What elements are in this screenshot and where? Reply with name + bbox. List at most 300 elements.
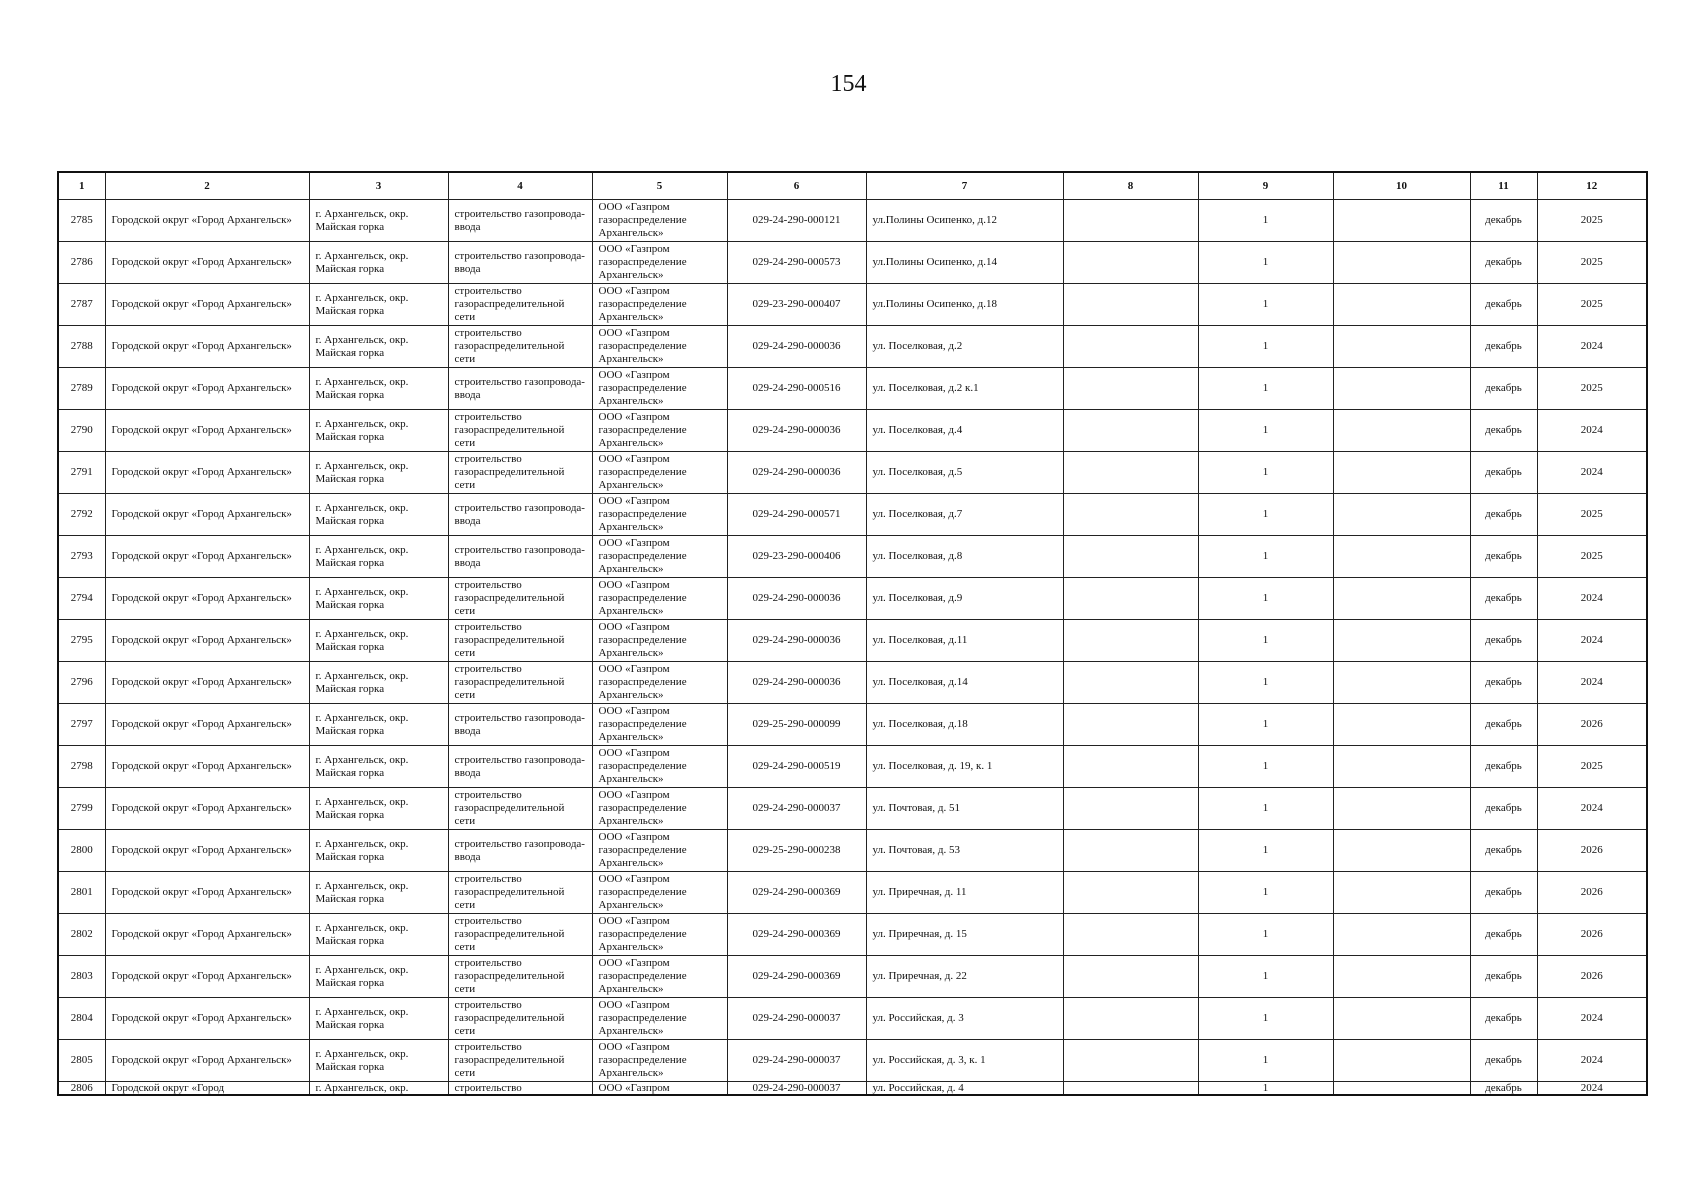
work-type-cell: строительство bbox=[448, 1082, 592, 1096]
month-cell: декабрь bbox=[1470, 662, 1537, 704]
organization-cell: ООО «Газпром газораспределение Архангельск» bbox=[592, 578, 727, 620]
address-cell: ул. Российская, д. 4 bbox=[866, 1082, 1063, 1096]
locality-cell: г. Архангельск, окр. Майская горка bbox=[309, 1040, 448, 1082]
district-cell: Городской округ «Город Архангельск» bbox=[105, 494, 309, 536]
organization-cell: ООО «Газпром газораспределение Архангельск» bbox=[592, 326, 727, 368]
table-row bbox=[58, 242, 1647, 284]
organization-cell: ООО «Газпром газораспределение Архангельск» bbox=[592, 914, 727, 956]
organization-cell: ООО «Газпром газораспределение Архангельск» bbox=[592, 368, 727, 410]
address-cell: ул. Российская, д. 3, к. 1 bbox=[866, 1040, 1063, 1082]
address-cell: ул.Полины Осипенко, д.18 bbox=[866, 284, 1063, 326]
col10-cell bbox=[1333, 200, 1470, 242]
month-cell: декабрь bbox=[1470, 410, 1537, 452]
work-type-cell: строительство газораспределительной сети bbox=[448, 620, 592, 662]
col10-cell bbox=[1333, 914, 1470, 956]
col10-cell bbox=[1333, 872, 1470, 914]
column-header: 6 bbox=[727, 172, 866, 200]
work-type-cell: строительство газораспределительной сети bbox=[448, 326, 592, 368]
month-cell: декабрь bbox=[1470, 998, 1537, 1040]
col9-cell: 1 bbox=[1198, 578, 1333, 620]
organization-cell: ООО «Газпром газораспределение Архангельск» bbox=[592, 452, 727, 494]
col9-cell: 1 bbox=[1198, 956, 1333, 998]
col9-cell: 1 bbox=[1198, 368, 1333, 410]
district-cell: Городской округ «Город Архангельск» bbox=[105, 704, 309, 746]
locality-cell: г. Архангельск, окр. Майская горка bbox=[309, 914, 448, 956]
organization-cell: ООО «Газпром газораспределение Архангельск» bbox=[592, 284, 727, 326]
table-row bbox=[58, 578, 1647, 620]
district-cell: Городской округ «Город Архангельск» bbox=[105, 200, 309, 242]
month-cell: декабрь bbox=[1470, 956, 1537, 998]
col8-cell bbox=[1063, 620, 1198, 662]
col9-cell: 1 bbox=[1198, 1082, 1333, 1096]
code-cell: 029-24-290-000519 bbox=[727, 746, 866, 788]
locality-cell: г. Архангельск, окр. Майская горка bbox=[309, 620, 448, 662]
col9-cell: 1 bbox=[1198, 746, 1333, 788]
col9-cell: 1 bbox=[1198, 536, 1333, 578]
table-row bbox=[58, 998, 1647, 1040]
organization-cell: ООО «Газпром газораспределение Архангельск» bbox=[592, 788, 727, 830]
row-number: 2785 bbox=[58, 200, 105, 242]
year-cell: 2025 bbox=[1537, 494, 1647, 536]
organization-cell: ООО «Газпром газораспределение Архангельск» bbox=[592, 704, 727, 746]
gas-plan-table bbox=[57, 171, 1648, 1096]
col9-cell: 1 bbox=[1198, 704, 1333, 746]
address-cell: ул. Поселковая, д.8 bbox=[866, 536, 1063, 578]
code-cell: 029-24-290-000573 bbox=[727, 242, 866, 284]
organization-cell: ООО «Газпром газораспределение Архангельск» bbox=[592, 494, 727, 536]
work-type-cell: строительство газопровода-ввода bbox=[448, 494, 592, 536]
column-header: 9 bbox=[1198, 172, 1333, 200]
row-number: 2805 bbox=[58, 1040, 105, 1082]
month-cell: декабрь bbox=[1470, 326, 1537, 368]
column-header: 1 bbox=[58, 172, 105, 200]
col9-cell: 1 bbox=[1198, 284, 1333, 326]
work-type-cell: строительство газопровода-ввода bbox=[448, 242, 592, 284]
table-row bbox=[58, 704, 1647, 746]
code-cell: 029-24-290-000036 bbox=[727, 578, 866, 620]
row-number: 2790 bbox=[58, 410, 105, 452]
address-cell: ул. Поселковая, д.4 bbox=[866, 410, 1063, 452]
row-number: 2793 bbox=[58, 536, 105, 578]
address-cell: ул. Приречная, д. 22 bbox=[866, 956, 1063, 998]
year-cell: 2024 bbox=[1537, 1082, 1647, 1096]
locality-cell: г. Архангельск, окр. Майская горка bbox=[309, 662, 448, 704]
locality-cell: г. Архангельск, окр. Майская горка bbox=[309, 452, 448, 494]
table-row bbox=[58, 872, 1647, 914]
work-type-cell: строительство газораспределительной сети bbox=[448, 578, 592, 620]
row-number: 2796 bbox=[58, 662, 105, 704]
district-cell: Городской округ «Город Архангельск» bbox=[105, 956, 309, 998]
work-type-cell: строительство газопровода-ввода bbox=[448, 536, 592, 578]
table-row bbox=[58, 746, 1647, 788]
address-cell: ул. Поселковая, д. 19, к. 1 bbox=[866, 746, 1063, 788]
month-cell: декабрь bbox=[1470, 620, 1537, 662]
column-header: 2 bbox=[105, 172, 309, 200]
work-type-cell: строительство газораспределительной сети bbox=[448, 998, 592, 1040]
work-type-cell: строительство газопровода-ввода bbox=[448, 704, 592, 746]
locality-cell: г. Архангельск, окр. Майская горка bbox=[309, 284, 448, 326]
col10-cell bbox=[1333, 242, 1470, 284]
work-type-cell: строительство газораспределительной сети bbox=[448, 284, 592, 326]
col10-cell bbox=[1333, 536, 1470, 578]
code-cell: 029-24-290-000121 bbox=[727, 200, 866, 242]
code-cell: 029-24-290-000036 bbox=[727, 620, 866, 662]
col9-cell: 1 bbox=[1198, 620, 1333, 662]
work-type-cell: строительство газопровода-ввода bbox=[448, 200, 592, 242]
work-type-cell: строительство газораспределительной сети bbox=[448, 914, 592, 956]
address-cell: ул. Поселковая, д.2 к.1 bbox=[866, 368, 1063, 410]
locality-cell: г. Архангельск, окр. Майская горка bbox=[309, 578, 448, 620]
work-type-cell: строительство газораспределительной сети bbox=[448, 872, 592, 914]
work-type-cell: строительство газораспределительной сети bbox=[448, 452, 592, 494]
month-cell: декабрь bbox=[1470, 200, 1537, 242]
code-cell: 029-24-290-000369 bbox=[727, 914, 866, 956]
col10-cell bbox=[1333, 998, 1470, 1040]
locality-cell: г. Архангельск, окр. Майская горка bbox=[309, 998, 448, 1040]
table-row bbox=[58, 1040, 1647, 1082]
year-cell: 2024 bbox=[1537, 998, 1647, 1040]
row-number: 2792 bbox=[58, 494, 105, 536]
year-cell: 2025 bbox=[1537, 368, 1647, 410]
col9-cell: 1 bbox=[1198, 872, 1333, 914]
col8-cell bbox=[1063, 1082, 1198, 1096]
row-number: 2791 bbox=[58, 452, 105, 494]
col10-cell bbox=[1333, 704, 1470, 746]
locality-cell: г. Архангельск, окр. Майская горка bbox=[309, 830, 448, 872]
row-number: 2786 bbox=[58, 242, 105, 284]
col8-cell bbox=[1063, 998, 1198, 1040]
address-cell: ул. Поселковая, д.9 bbox=[866, 578, 1063, 620]
address-cell: ул. Поселковая, д.7 bbox=[866, 494, 1063, 536]
col9-cell: 1 bbox=[1198, 494, 1333, 536]
column-header: 3 bbox=[309, 172, 448, 200]
col10-cell bbox=[1333, 410, 1470, 452]
col8-cell bbox=[1063, 452, 1198, 494]
year-cell: 2024 bbox=[1537, 788, 1647, 830]
col9-cell: 1 bbox=[1198, 998, 1333, 1040]
header-row bbox=[58, 172, 1647, 200]
organization-cell: ООО «Газпром газораспределение Архангельск» bbox=[592, 620, 727, 662]
table-row bbox=[58, 662, 1647, 704]
column-header: 11 bbox=[1470, 172, 1537, 200]
locality-cell: г. Архангельск, окр. Майская горка bbox=[309, 788, 448, 830]
col8-cell bbox=[1063, 284, 1198, 326]
locality-cell: г. Архангельск, окр. Майская горка bbox=[309, 956, 448, 998]
year-cell: 2024 bbox=[1537, 620, 1647, 662]
year-cell: 2025 bbox=[1537, 242, 1647, 284]
col10-cell bbox=[1333, 620, 1470, 662]
work-type-cell: строительство газопровода-ввода bbox=[448, 368, 592, 410]
code-cell: 029-24-290-000036 bbox=[727, 452, 866, 494]
year-cell: 2024 bbox=[1537, 326, 1647, 368]
column-header: 8 bbox=[1063, 172, 1198, 200]
table-row bbox=[58, 326, 1647, 368]
organization-cell: ООО «Газпром газораспределение Архангельск» bbox=[592, 830, 727, 872]
col8-cell bbox=[1063, 368, 1198, 410]
table-row bbox=[58, 914, 1647, 956]
col8-cell bbox=[1063, 788, 1198, 830]
col10-cell bbox=[1333, 578, 1470, 620]
month-cell: декабрь bbox=[1470, 536, 1537, 578]
year-cell: 2026 bbox=[1537, 704, 1647, 746]
table-row bbox=[58, 410, 1647, 452]
district-cell: Городской округ «Город Архангельск» bbox=[105, 284, 309, 326]
col9-cell: 1 bbox=[1198, 1040, 1333, 1082]
col9-cell: 1 bbox=[1198, 914, 1333, 956]
work-type-cell: строительство газораспределительной сети bbox=[448, 788, 592, 830]
organization-cell: ООО «Газпром газораспределение Архангельск» bbox=[592, 242, 727, 284]
col8-cell bbox=[1063, 200, 1198, 242]
col8-cell bbox=[1063, 872, 1198, 914]
column-header: 12 bbox=[1537, 172, 1647, 200]
col8-cell bbox=[1063, 494, 1198, 536]
organization-cell: ООО «Газпром газораспределение Архангельск» bbox=[592, 536, 727, 578]
code-cell: 029-24-290-000571 bbox=[727, 494, 866, 536]
row-number: 2806 bbox=[58, 1082, 105, 1096]
table-row bbox=[58, 956, 1647, 998]
row-number: 2804 bbox=[58, 998, 105, 1040]
table-row bbox=[58, 788, 1647, 830]
row-number: 2788 bbox=[58, 326, 105, 368]
district-cell: Городской округ «Город Архангельск» bbox=[105, 662, 309, 704]
code-cell: 029-23-290-000406 bbox=[727, 536, 866, 578]
table-row bbox=[58, 368, 1647, 410]
address-cell: ул. Российская, д. 3 bbox=[866, 998, 1063, 1040]
locality-cell: г. Архангельск, окр. Майская горка bbox=[309, 494, 448, 536]
district-cell: Городской округ «Город Архангельск» bbox=[105, 998, 309, 1040]
col10-cell bbox=[1333, 662, 1470, 704]
code-cell: 029-24-290-000516 bbox=[727, 368, 866, 410]
row-number: 2800 bbox=[58, 830, 105, 872]
month-cell: декабрь bbox=[1470, 788, 1537, 830]
table-row bbox=[58, 494, 1647, 536]
month-cell: декабрь bbox=[1470, 368, 1537, 410]
col9-cell: 1 bbox=[1198, 662, 1333, 704]
col10-cell bbox=[1333, 326, 1470, 368]
table-row bbox=[58, 200, 1647, 242]
month-cell: декабрь bbox=[1470, 1082, 1537, 1096]
col8-cell bbox=[1063, 410, 1198, 452]
col8-cell bbox=[1063, 1040, 1198, 1082]
code-cell: 029-25-290-000238 bbox=[727, 830, 866, 872]
table-row bbox=[58, 452, 1647, 494]
table-row bbox=[58, 284, 1647, 326]
district-cell: Городской округ «Город Архангельск» bbox=[105, 830, 309, 872]
year-cell: 2024 bbox=[1537, 410, 1647, 452]
code-cell: 029-25-290-000099 bbox=[727, 704, 866, 746]
month-cell: декабрь bbox=[1470, 578, 1537, 620]
district-cell: Городской округ «Город Архангельск» bbox=[105, 536, 309, 578]
month-cell: декабрь bbox=[1470, 830, 1537, 872]
address-cell: ул. Поселковая, д.11 bbox=[866, 620, 1063, 662]
locality-cell: г. Архангельск, окр. Майская горка bbox=[309, 746, 448, 788]
col8-cell bbox=[1063, 578, 1198, 620]
table-row bbox=[58, 830, 1647, 872]
district-cell: Городской округ «Город Архангельск» bbox=[105, 620, 309, 662]
organization-cell: ООО «Газпром газораспределение Архангельск» bbox=[592, 998, 727, 1040]
address-cell: ул.Полины Осипенко, д.14 bbox=[866, 242, 1063, 284]
col9-cell: 1 bbox=[1198, 788, 1333, 830]
locality-cell: г. Архангельск, окр. bbox=[309, 1082, 448, 1096]
table-body bbox=[58, 172, 1647, 1095]
month-cell: декабрь bbox=[1470, 872, 1537, 914]
row-number: 2799 bbox=[58, 788, 105, 830]
col10-cell bbox=[1333, 494, 1470, 536]
row-number: 2802 bbox=[58, 914, 105, 956]
month-cell: декабрь bbox=[1470, 914, 1537, 956]
district-cell: Городской округ «Город Архангельск» bbox=[105, 914, 309, 956]
year-cell: 2026 bbox=[1537, 872, 1647, 914]
address-cell: ул. Почтовая, д. 51 bbox=[866, 788, 1063, 830]
col8-cell bbox=[1063, 914, 1198, 956]
code-cell: 029-24-290-000036 bbox=[727, 410, 866, 452]
col9-cell: 1 bbox=[1198, 242, 1333, 284]
col8-cell bbox=[1063, 242, 1198, 284]
row-number: 2794 bbox=[58, 578, 105, 620]
col8-cell bbox=[1063, 830, 1198, 872]
code-cell: 029-24-290-000369 bbox=[727, 956, 866, 998]
work-type-cell: строительство газораспределительной сети bbox=[448, 1040, 592, 1082]
organization-cell: ООО «Газпром газораспределение Архангельск» bbox=[592, 410, 727, 452]
page-number: 154 bbox=[830, 71, 867, 97]
col9-cell: 1 bbox=[1198, 452, 1333, 494]
organization-cell: ООО «Газпром газораспределение Архангельск» bbox=[592, 662, 727, 704]
year-cell: 2024 bbox=[1537, 452, 1647, 494]
organization-cell: ООО «Газпром газораспределение Архангельск» bbox=[592, 872, 727, 914]
table-row bbox=[58, 536, 1647, 578]
district-cell: Городской округ «Город Архангельск» bbox=[105, 746, 309, 788]
year-cell: 2025 bbox=[1537, 746, 1647, 788]
year-cell: 2024 bbox=[1537, 578, 1647, 620]
month-cell: декабрь bbox=[1470, 284, 1537, 326]
year-cell: 2025 bbox=[1537, 200, 1647, 242]
work-type-cell: строительство газопровода-ввода bbox=[448, 746, 592, 788]
district-cell: Городской округ «Город Архангельск» bbox=[105, 242, 309, 284]
locality-cell: г. Архангельск, окр. Майская горка bbox=[309, 704, 448, 746]
work-type-cell: строительство газораспределительной сети bbox=[448, 410, 592, 452]
locality-cell: г. Архангельск, окр. Майская горка bbox=[309, 872, 448, 914]
address-cell: ул. Поселковая, д.14 bbox=[866, 662, 1063, 704]
column-header: 7 bbox=[866, 172, 1063, 200]
locality-cell: г. Архангельск, окр. Майская горка bbox=[309, 410, 448, 452]
col9-cell: 1 bbox=[1198, 326, 1333, 368]
code-cell: 029-24-290-000037 bbox=[727, 998, 866, 1040]
month-cell: декабрь bbox=[1470, 746, 1537, 788]
address-cell: ул.Полины Осипенко, д.12 bbox=[866, 200, 1063, 242]
district-cell: Городской округ «Город Архангельск» bbox=[105, 578, 309, 620]
address-cell: ул. Поселковая, д.2 bbox=[866, 326, 1063, 368]
address-cell: ул. Почтовая, д. 53 bbox=[866, 830, 1063, 872]
year-cell: 2024 bbox=[1537, 662, 1647, 704]
col9-cell: 1 bbox=[1198, 410, 1333, 452]
organization-cell: ООО «Газпром bbox=[592, 1082, 727, 1096]
code-cell: 029-23-290-000407 bbox=[727, 284, 866, 326]
address-cell: ул. Поселковая, д.18 bbox=[866, 704, 1063, 746]
row-number: 2789 bbox=[58, 368, 105, 410]
col10-cell bbox=[1333, 956, 1470, 998]
col10-cell bbox=[1333, 1040, 1470, 1082]
code-cell: 029-24-290-000036 bbox=[727, 662, 866, 704]
district-cell: Городской округ «Город Архангельск» bbox=[105, 410, 309, 452]
col8-cell bbox=[1063, 536, 1198, 578]
col10-cell bbox=[1333, 368, 1470, 410]
district-cell: Городской округ «Город bbox=[105, 1082, 309, 1096]
address-cell: ул. Приречная, д. 15 bbox=[866, 914, 1063, 956]
col10-cell bbox=[1333, 746, 1470, 788]
col10-cell bbox=[1333, 830, 1470, 872]
organization-cell: ООО «Газпром газораспределение Архангельск» bbox=[592, 200, 727, 242]
row-number: 2795 bbox=[58, 620, 105, 662]
col10-cell bbox=[1333, 788, 1470, 830]
table-row bbox=[58, 620, 1647, 662]
work-type-cell: строительство газопровода-ввода bbox=[448, 830, 592, 872]
col9-cell: 1 bbox=[1198, 830, 1333, 872]
row-number: 2787 bbox=[58, 284, 105, 326]
locality-cell: г. Архангельск, окр. Майская горка bbox=[309, 326, 448, 368]
work-type-cell: строительство газораспределительной сети bbox=[448, 956, 592, 998]
col8-cell bbox=[1063, 704, 1198, 746]
month-cell: декабрь bbox=[1470, 242, 1537, 284]
column-header: 10 bbox=[1333, 172, 1470, 200]
row-number: 2798 bbox=[58, 746, 105, 788]
col9-cell: 1 bbox=[1198, 200, 1333, 242]
col10-cell bbox=[1333, 452, 1470, 494]
organization-cell: ООО «Газпром газораспределение Архангельск» bbox=[592, 956, 727, 998]
table-row bbox=[58, 1082, 1647, 1096]
col8-cell bbox=[1063, 956, 1198, 998]
column-header: 4 bbox=[448, 172, 592, 200]
col8-cell bbox=[1063, 662, 1198, 704]
month-cell: декабрь bbox=[1470, 494, 1537, 536]
work-type-cell: строительство газораспределительной сети bbox=[448, 662, 592, 704]
year-cell: 2026 bbox=[1537, 956, 1647, 998]
district-cell: Городской округ «Город Архангельск» bbox=[105, 872, 309, 914]
locality-cell: г. Архангельск, окр. Майская горка bbox=[309, 200, 448, 242]
col10-cell bbox=[1333, 1082, 1470, 1096]
col8-cell bbox=[1063, 326, 1198, 368]
year-cell: 2024 bbox=[1537, 1040, 1647, 1082]
col10-cell bbox=[1333, 284, 1470, 326]
col8-cell bbox=[1063, 746, 1198, 788]
row-number: 2801 bbox=[58, 872, 105, 914]
organization-cell: ООО «Газпром газораспределение Архангельск» bbox=[592, 746, 727, 788]
code-cell: 029-24-290-000369 bbox=[727, 872, 866, 914]
year-cell: 2025 bbox=[1537, 284, 1647, 326]
code-cell: 029-24-290-000037 bbox=[727, 788, 866, 830]
locality-cell: г. Архангельск, окр. Майская горка bbox=[309, 368, 448, 410]
district-cell: Городской округ «Город Архангельск» bbox=[105, 326, 309, 368]
address-cell: ул. Поселковая, д.5 bbox=[866, 452, 1063, 494]
organization-cell: ООО «Газпром газораспределение Архангельск» bbox=[592, 1040, 727, 1082]
row-number: 2803 bbox=[58, 956, 105, 998]
month-cell: декабрь bbox=[1470, 704, 1537, 746]
code-cell: 029-24-290-000037 bbox=[727, 1040, 866, 1082]
month-cell: декабрь bbox=[1470, 1040, 1537, 1082]
code-cell: 029-24-290-000036 bbox=[727, 326, 866, 368]
district-cell: Городской округ «Город Архангельск» bbox=[105, 368, 309, 410]
row-number: 2797 bbox=[58, 704, 105, 746]
district-cell: Городской округ «Город Архангельск» bbox=[105, 452, 309, 494]
year-cell: 2026 bbox=[1537, 914, 1647, 956]
locality-cell: г. Архангельск, окр. Майская горка bbox=[309, 242, 448, 284]
year-cell: 2026 bbox=[1537, 830, 1647, 872]
code-cell: 029-24-290-000037 bbox=[727, 1082, 866, 1096]
column-header: 5 bbox=[592, 172, 727, 200]
locality-cell: г. Архангельск, окр. Майская горка bbox=[309, 536, 448, 578]
month-cell: декабрь bbox=[1470, 452, 1537, 494]
year-cell: 2025 bbox=[1537, 536, 1647, 578]
district-cell: Городской округ «Город Архангельск» bbox=[105, 1040, 309, 1082]
